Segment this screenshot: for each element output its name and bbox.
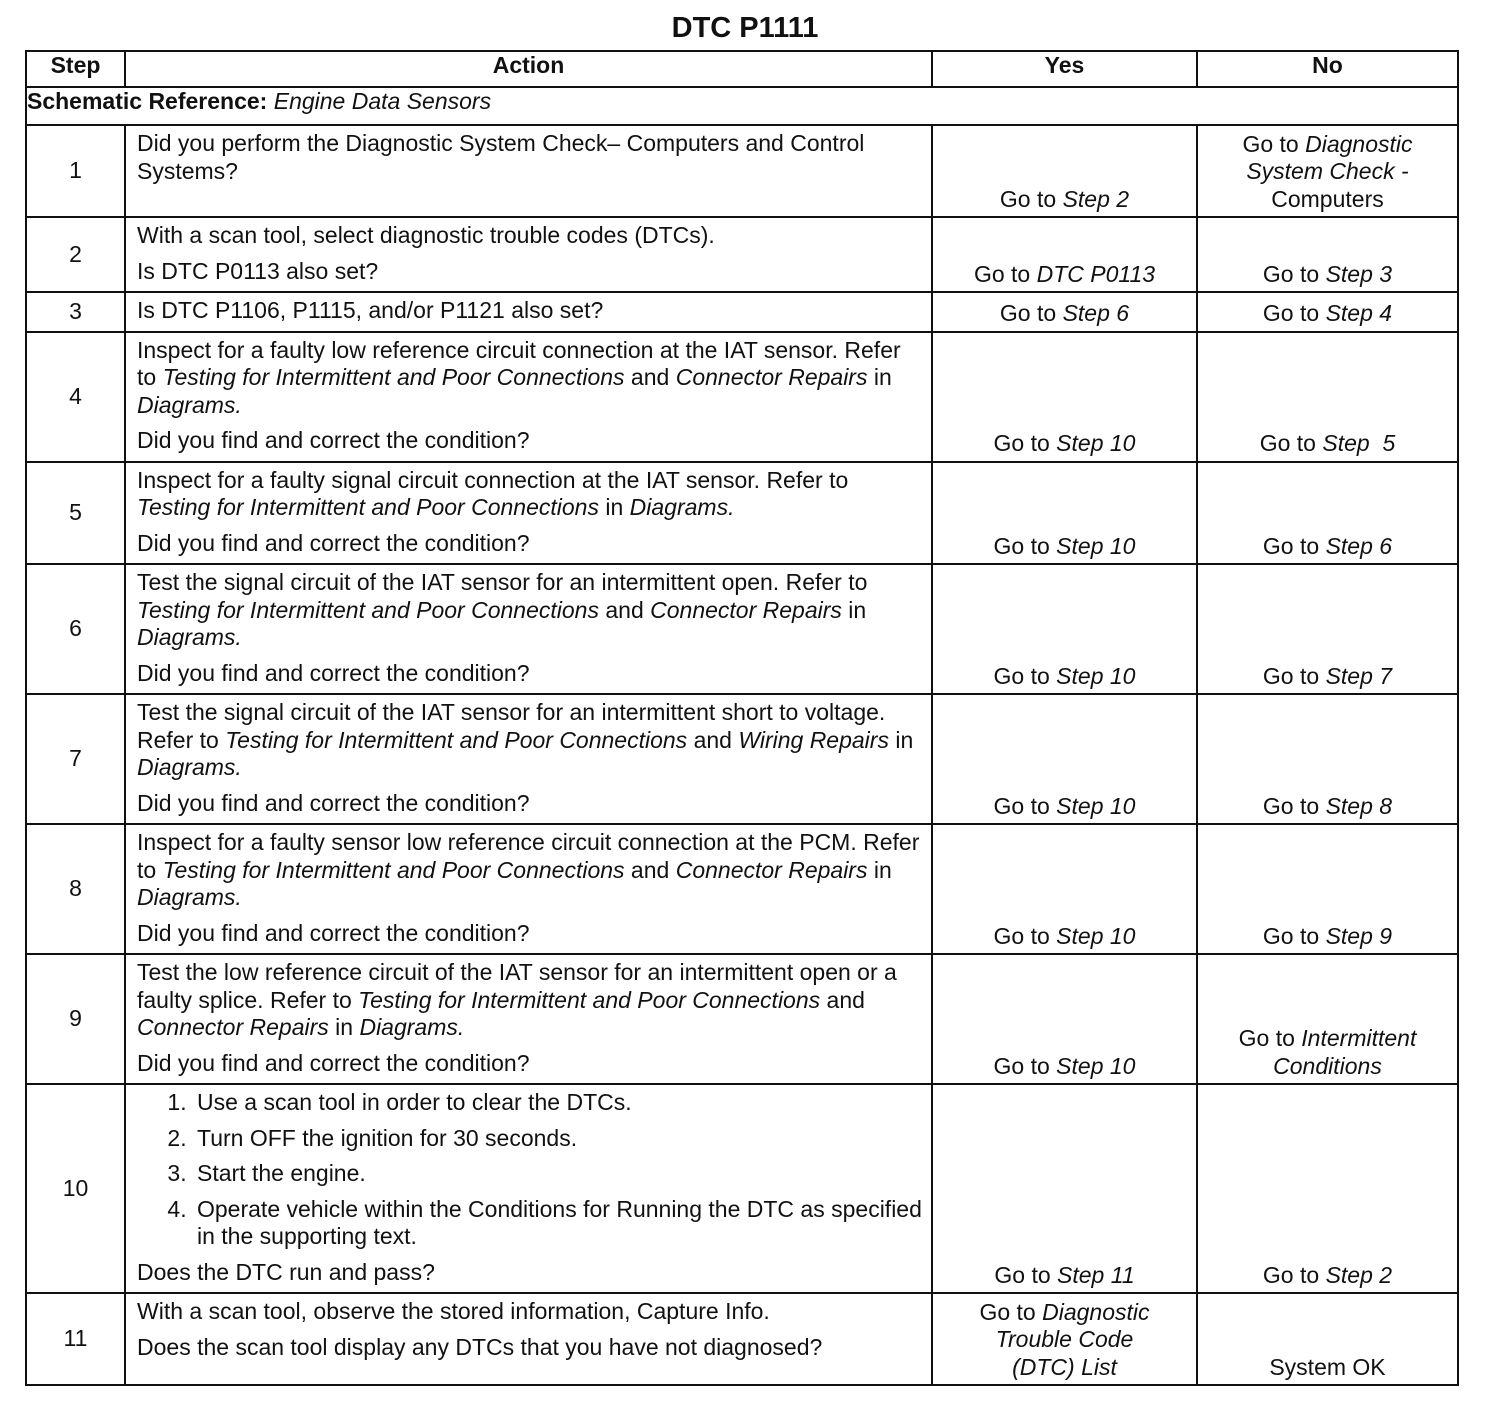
action-cell <box>125 694 932 824</box>
table-row <box>26 1293 1458 1385</box>
action-text: Did you perform the Diagnostic System Check– Computers and Control Systems? <box>137 130 865 184</box>
action-question: Did you find and correct the condition? <box>137 789 530 816</box>
yes-cell: Go to Step 10 <box>932 564 1197 694</box>
no-target: Step 2 <box>1325 1261 1393 1288</box>
step-number: 2 <box>26 217 125 292</box>
yes-target: Step 10 <box>1056 922 1136 949</box>
header-no: No <box>1197 51 1458 87</box>
action-cell <box>125 824 932 954</box>
no-target: Step 7 <box>1325 662 1393 689</box>
dtc-table <box>25 50 1459 1386</box>
action-cell <box>125 1293 932 1385</box>
action-question: Is DTC P0113 also set? <box>137 257 379 284</box>
yes-cell: Go to DTC P0113 <box>932 217 1197 292</box>
action-text: With a scan tool, select diagnostic trouble codes (DTCs). <box>137 222 715 248</box>
table-row <box>26 564 1458 694</box>
step-number: 3 <box>26 292 125 332</box>
no-cell: Go to Diagnostic System Check - Computers <box>1197 125 1458 217</box>
no-target: Intermittent Conditions <box>1273 1025 1417 1079</box>
action-cell <box>125 462 932 565</box>
yes-cell: Go to Step 10 <box>932 824 1197 954</box>
header-row <box>26 51 1458 87</box>
step-number: 9 <box>26 954 125 1084</box>
table-row <box>26 332 1458 462</box>
list-item: 2. Turn OFF the ignition for 30 seconds. <box>193 1125 925 1153</box>
action-cell <box>125 332 932 462</box>
table-row <box>26 125 1458 217</box>
yes-target: Step 10 <box>1056 792 1136 819</box>
yes-target: Step 10 <box>1056 662 1136 689</box>
action-cell <box>125 217 932 292</box>
no-suffix: Computers <box>1271 185 1384 212</box>
no-cell: Go to Step 7 <box>1197 564 1458 694</box>
action-text: Is DTC P1106, P1115, and/or P1121 also set? <box>137 297 604 323</box>
step-number: 4 <box>26 332 125 462</box>
schematic-label: Schematic Reference: <box>27 88 268 114</box>
no-cell: Go to Step 4 <box>1197 292 1458 332</box>
yes-target: Step 10 <box>1056 532 1136 559</box>
action-list <box>137 1089 925 1251</box>
action-text: Inspect for a faulty low reference circuit connection at the IAT sensor. Refer to Testing for Intermittent and Poor Connections and Connector Repairs in Diagrams. <box>137 336 901 418</box>
action-text: Inspect for a faulty sensor low reference circuit connection at the PCM. Refer to Testing for Intermittent and Poor Connections and Connector Repairs in Diagrams. <box>137 829 920 910</box>
schematic-reference <box>26 87 1458 125</box>
action-text: Inspect for a faulty signal circuit connection at the IAT sensor. Refer to Testing for Intermittent and Poor Connections in Diagrams. <box>137 466 849 520</box>
table-row <box>26 217 1458 292</box>
document-title: DTC P1111 <box>671 12 819 44</box>
no-cell: Go to Intermittent Conditions <box>1197 954 1458 1084</box>
action-question: Does the scan tool display any DTCs that you have not diagnosed? <box>137 1333 823 1360</box>
yes-cell: Go to Step 11 <box>932 1084 1197 1293</box>
table-row <box>26 954 1458 1084</box>
action-question: Does the DTC run and pass? <box>137 1258 435 1285</box>
action-text: Test the signal circuit of the IAT sensor for an intermittent open. Refer to Testing for Intermittent and Poor Connections and Connector Repairs in Diagrams. <box>137 569 868 650</box>
step-number: 1 <box>26 125 125 217</box>
step-number: 5 <box>26 462 125 565</box>
yes-cell: Go to Step 6 <box>932 292 1197 332</box>
action-cell <box>125 954 932 1084</box>
header-action: Action <box>125 51 932 87</box>
header-yes: Yes <box>932 51 1197 87</box>
no-cell: Go to Step 5 <box>1197 332 1458 462</box>
yes-cell: Go to Step 2 <box>932 125 1197 217</box>
yes-target: Step 2 <box>1062 185 1130 212</box>
no-target: Step 5 <box>1322 430 1396 456</box>
no-cell: Go to Step 6 <box>1197 462 1458 565</box>
table-row <box>26 1084 1458 1293</box>
action-question: Did you find and correct the condition? <box>137 427 530 453</box>
no-cell: Go to Step 9 <box>1197 824 1458 954</box>
yes-cell: Go to Step 10 <box>932 462 1197 565</box>
yes-target: Step 11 <box>1057 1261 1135 1288</box>
table-row <box>26 694 1458 824</box>
yes-cell: Go to Diagnostic Trouble Code (DTC) List <box>932 1293 1197 1385</box>
action-text: Test the low reference circuit of the IAT sensor for an intermittent open or a faulty splice. Refer to Testing for Intermittent and Poor Connections and Connector Repairs in Diagrams. <box>137 959 897 1040</box>
yes-cell: Go to Step 10 <box>932 332 1197 462</box>
yes-target: DTC P0113 <box>1036 260 1156 287</box>
list-item: 1. Use a scan tool in order to clear the DTCs. <box>193 1089 925 1117</box>
no-target: Diagnostic System Check - <box>1246 130 1413 184</box>
action-question: Did you find and correct the condition? <box>137 919 530 946</box>
step-number: 10 <box>26 1084 125 1293</box>
schematic-value: Engine Data Sensors <box>273 88 492 114</box>
action-question: Did you find and correct the condition? <box>137 659 530 686</box>
action-cell <box>125 292 932 332</box>
action-cell <box>125 564 932 694</box>
no-target: Step 9 <box>1325 922 1393 949</box>
yes-cell: Go to Step 10 <box>932 954 1197 1084</box>
table-row <box>26 292 1458 332</box>
yes-cell: Go to Step 10 <box>932 694 1197 824</box>
step-number: 7 <box>26 694 125 824</box>
yes-target: Step 6 <box>1062 300 1130 326</box>
action-text: With a scan tool, observe the stored information, Capture Info. <box>137 1298 770 1324</box>
schematic-row <box>26 87 1458 125</box>
list-item: 3. Start the engine. <box>193 1160 925 1188</box>
no-target: Step 6 <box>1325 532 1393 559</box>
yes-target: Step 10 <box>1056 430 1136 456</box>
action-cell <box>125 1084 932 1293</box>
no-target: Step 4 <box>1325 300 1393 326</box>
header-step: Step <box>26 51 125 87</box>
list-item: 4. Operate vehicle within the Conditions for Running the DTC as specified in the supporting text. <box>193 1196 925 1251</box>
no-target: Step 8 <box>1325 792 1393 819</box>
no-cell: Go to Step 8 <box>1197 694 1458 824</box>
yes-target: Diagnostic Trouble Code (DTC) List <box>995 1298 1150 1380</box>
yes-target: Step 10 <box>1056 1052 1136 1079</box>
action-question: Did you find and correct the condition? <box>137 529 530 556</box>
table-row <box>26 462 1458 565</box>
no-cell: Go to Step 2 <box>1197 1084 1458 1293</box>
no-cell <box>1197 1293 1458 1385</box>
step-number: 8 <box>26 824 125 954</box>
action-cell <box>125 125 932 217</box>
no-target: Step 3 <box>1325 260 1393 287</box>
action-question: Did you find and correct the condition? <box>137 1049 530 1076</box>
table-row <box>26 824 1458 954</box>
no-text: System OK <box>1269 1353 1386 1380</box>
action-text: Test the signal circuit of the IAT sensor for an intermittent short to voltage. Refer to Testing for Intermittent and Poor Connections and Wiring Repairs in Diagrams. <box>137 699 914 780</box>
no-cell: Go to Step 3 <box>1197 217 1458 292</box>
step-number: 6 <box>26 564 125 694</box>
step-number: 11 <box>26 1293 125 1385</box>
